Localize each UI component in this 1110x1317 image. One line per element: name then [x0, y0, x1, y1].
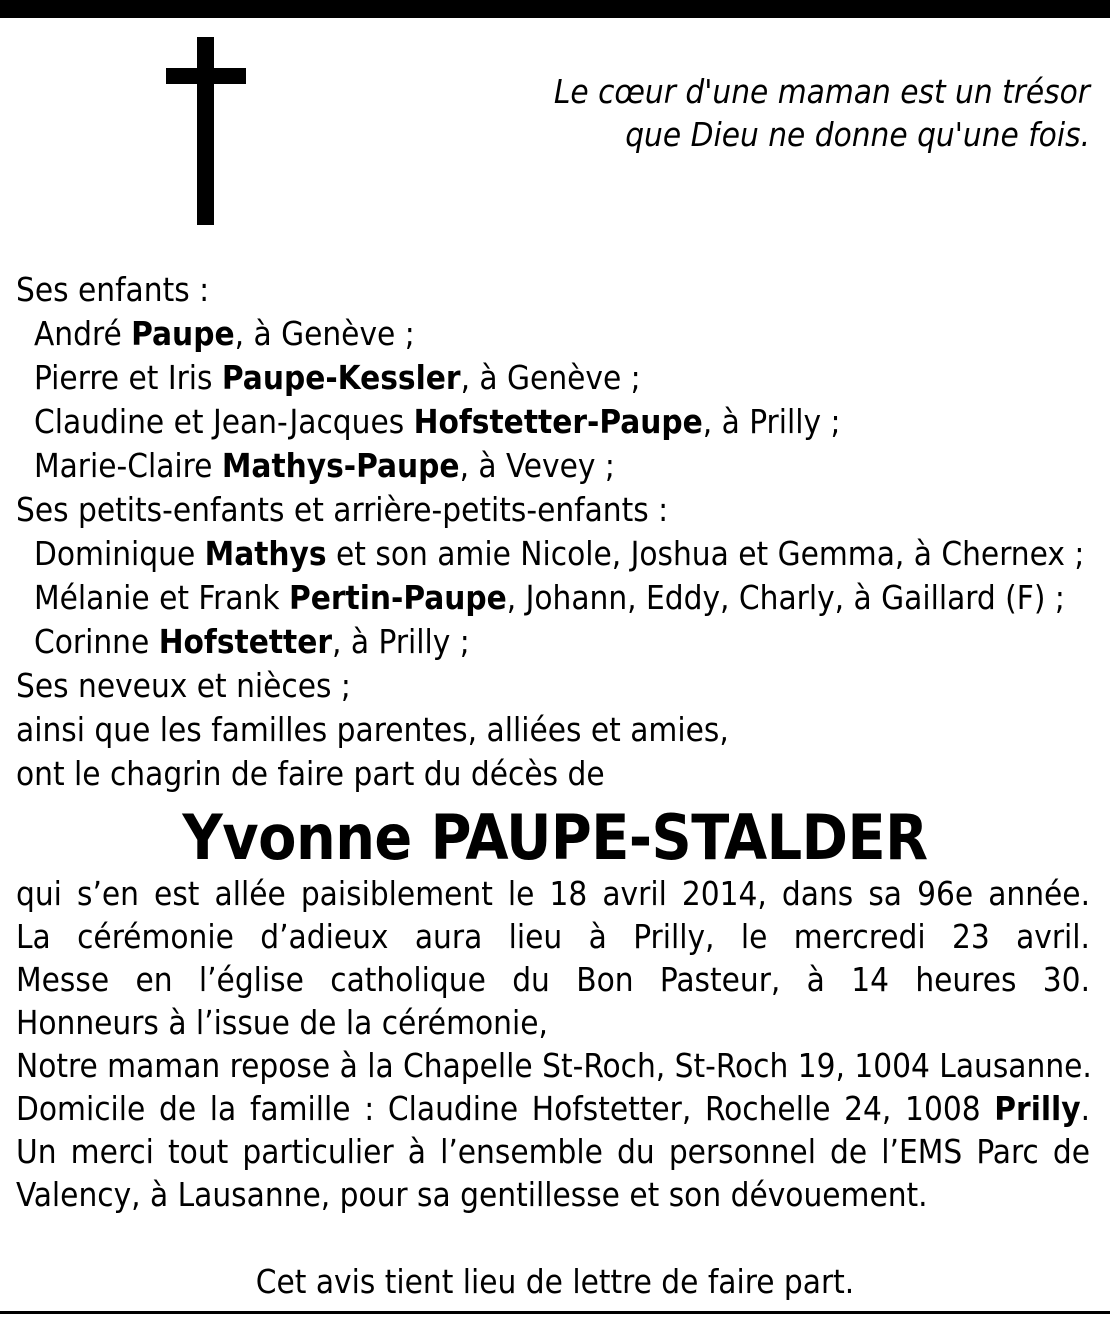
child-entry: Pierre et Iris Paupe-Kessler, à Genève ;	[34, 358, 641, 397]
quote-line-2: que Dieu ne donne qu'une fois.	[625, 115, 1090, 154]
grandchild-entry: Dominique Mathys et son amie Nicole, Joshua et Gemma, à Chernex ;	[34, 534, 1085, 573]
details-line: Un merci tout particulier à l’ensemble du personnel de l’EMS Parc de	[16, 1132, 1090, 1171]
details-line: La cérémonie d’adieux aura lieu à Prilly, le mercredi 23 avril.	[16, 917, 1090, 956]
deceased-name: Yvonne PAUPE-STALDER	[182, 801, 928, 874]
details-line-domicile: Domicile de la famille : Claudine Hofstetter, Rochelle 24, 1008 Prilly.	[16, 1089, 1090, 1128]
surname: Hofstetter	[158, 622, 333, 661]
child-entry: Claudine et Jean-Jacques Hofstetter-Paupe, à Prilly ;	[34, 402, 841, 441]
details-line: Messe en l’église catholique du Bon Pasteur, à 14 heures 30.	[16, 960, 1090, 999]
details-line: Valency, à Lausanne, pour sa gentillesse et son dévouement.	[16, 1175, 928, 1214]
bottom-border-rule	[0, 1311, 1110, 1314]
details-line: qui s’en est allée paisiblement le 18 avril 2014, dans sa 96e année.	[16, 874, 1090, 913]
quote-line-1: Le cœur d'une maman est un trésor	[553, 72, 1090, 111]
cross-icon	[166, 37, 246, 225]
surname: Hofstetter-Paupe	[413, 402, 703, 441]
closing-note: Cet avis tient lieu de lettre de faire part.	[255, 1262, 855, 1301]
surname: Mathys-Paupe	[221, 446, 460, 485]
surname: Paupe	[131, 314, 235, 353]
surname: Paupe-Kessler	[221, 358, 461, 397]
children-header: Ses enfants :	[16, 270, 210, 309]
surname: Mathys	[204, 534, 327, 573]
top-border-rule	[0, 0, 1110, 18]
town-name: Prilly	[994, 1089, 1081, 1128]
surname: Pertin-Paupe	[288, 578, 507, 617]
child-entry: Marie-Claire Mathys-Paupe, à Vevey ;	[34, 446, 615, 485]
details-paragraph	[16, 872, 1090, 1216]
details-line: Notre maman repose à la Chapelle St-Roch, St-Roch 19, 1004 Lausanne.	[16, 1046, 1092, 1085]
grandchild-entry: Mélanie et Frank Pertin-Paupe, Johann, Eddy, Charly, à Gaillard (F) ;	[34, 578, 1065, 617]
family-list	[16, 268, 1092, 796]
child-entry: André Paupe, à Genève ;	[34, 314, 415, 353]
families-line: ainsi que les familles parentes, alliées et amies,	[16, 710, 729, 749]
announcement-line: ont le chagrin de faire part du décès de	[16, 754, 605, 793]
details-line: Honneurs à l’issue de la cérémonie,	[16, 1003, 548, 1042]
grandchildren-header: Ses petits-enfants et arrière-petits-enfants :	[16, 490, 669, 529]
epigraph-quote	[450, 70, 1090, 156]
grandchild-entry: Corinne Hofstetter, à Prilly ;	[34, 622, 470, 661]
nephews-line: Ses neveux et nièces ;	[16, 666, 351, 705]
